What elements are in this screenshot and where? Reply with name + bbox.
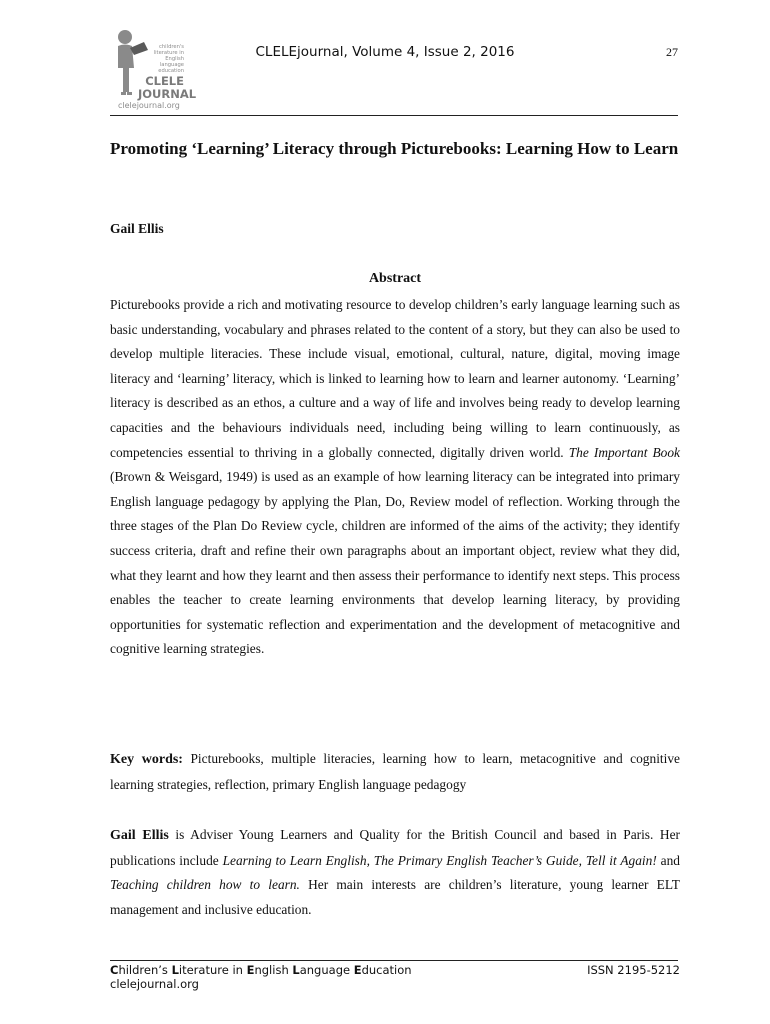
footer-initial: C xyxy=(110,963,119,977)
footer-initial: L xyxy=(171,963,179,977)
bio-author-name: Gail Ellis xyxy=(110,828,169,843)
keywords-text: Picturebooks, multiple literacies, learning how to learn, metacognitive and cognitive learning strategies, reflection, primary English language pedagogy xyxy=(110,751,680,792)
abstract-heading: Abstract xyxy=(368,271,422,286)
logo-tagline-line: children's xyxy=(159,44,184,50)
article-author: Gail Ellis xyxy=(110,221,164,236)
abstract-body xyxy=(110,293,680,662)
logo-name-clele: CLELE xyxy=(145,74,184,88)
footer-initial: L xyxy=(292,963,300,977)
footer-word: nglish xyxy=(254,963,293,977)
logo-tagline-line: literature in xyxy=(153,50,184,56)
bio-text-3: Her main interests are children’s literature, young learner ELT management and inclusive education. xyxy=(110,877,680,917)
keywords-label: Key words: xyxy=(110,752,183,767)
header-divider xyxy=(110,115,678,116)
bio-text-2: and xyxy=(656,852,680,868)
logo-tagline-line: language xyxy=(159,62,184,68)
footer-initial: E xyxy=(246,963,255,977)
page-number: 27 xyxy=(666,45,678,59)
logo-url: clelejournal.org xyxy=(118,101,180,110)
abstract-text-part2: (Brown & Weisgard, 1949) is used as an example of how learning literacy can be integrated into primary English language pedagogy by applying the Plan, Do, Review model of reflection. Working through the three stages of the Plan Do Review cycle, children are informed of the aims of the activity; they identify success criteria, draft and refine their own paragraphs about an important object, review what they did, what they learnt and how they learnt and then assess their performance to identify next steps. This process enables the teacher to create learning environments that develop learning literacy, by providing opportunities for systematic reflection and experimentation and the development of metacognitive and cognitive learning strategies. xyxy=(110,469,680,657)
footer-word: hildren’s xyxy=(118,963,172,977)
footer-divider xyxy=(110,960,678,961)
footer-word: iterature in xyxy=(178,963,247,977)
keywords xyxy=(110,747,680,797)
bio-text-1: is Adviser Young Learners and Quality for the British Council and based in Paris. Her publications include xyxy=(110,827,680,868)
footer-word: ducation xyxy=(361,963,412,977)
footer-issn: ISSN 2195-5212 xyxy=(587,963,680,977)
author-bio xyxy=(110,823,680,922)
abstract-text-part1: Picturebooks provide a rich and motivating resource to develop children’s early language learning such as basic understanding, vocabulary and phrases related to the content of a story, but they can also be used to develop multiple literacies. These include visual, emotional, cultural, nature, digital, moving image literacy and ‘learning’ literacy, which is linked to learning how to learn and learner autonomy. ‘Learning’ literacy is described as an ethos, a culture and a way of life and involves being ready to develop learning capacities and the behaviours individuals need, including being willing to learn continuously, as competencies essential to thriving in a globally connected, digitally driven world. xyxy=(110,297,680,460)
footer-word: anguage xyxy=(299,963,354,977)
logo-tagline-line: education xyxy=(158,68,184,74)
bio-publications: Learning to Learn English, The Primary English Teacher’s Guide, Tell it Again! xyxy=(222,852,657,868)
footer-url: clelejournal.org xyxy=(110,977,199,991)
logo-tagline-line: English xyxy=(165,56,184,62)
page-footer xyxy=(110,963,680,991)
article-title: Promoting ‘Learning’ Literacy through Picturebooks: Learning How to Learn xyxy=(110,139,679,158)
logo-name-journal: JOURNAL xyxy=(138,87,197,101)
footer-initial: E xyxy=(353,963,362,977)
abstract-book-title: The Important Book xyxy=(568,444,680,460)
journal-running-header: CLELEjournal, Volume 4, Issue 2, 2016 xyxy=(255,44,515,60)
bio-publication-2: Teaching children how to learn. xyxy=(110,877,300,893)
